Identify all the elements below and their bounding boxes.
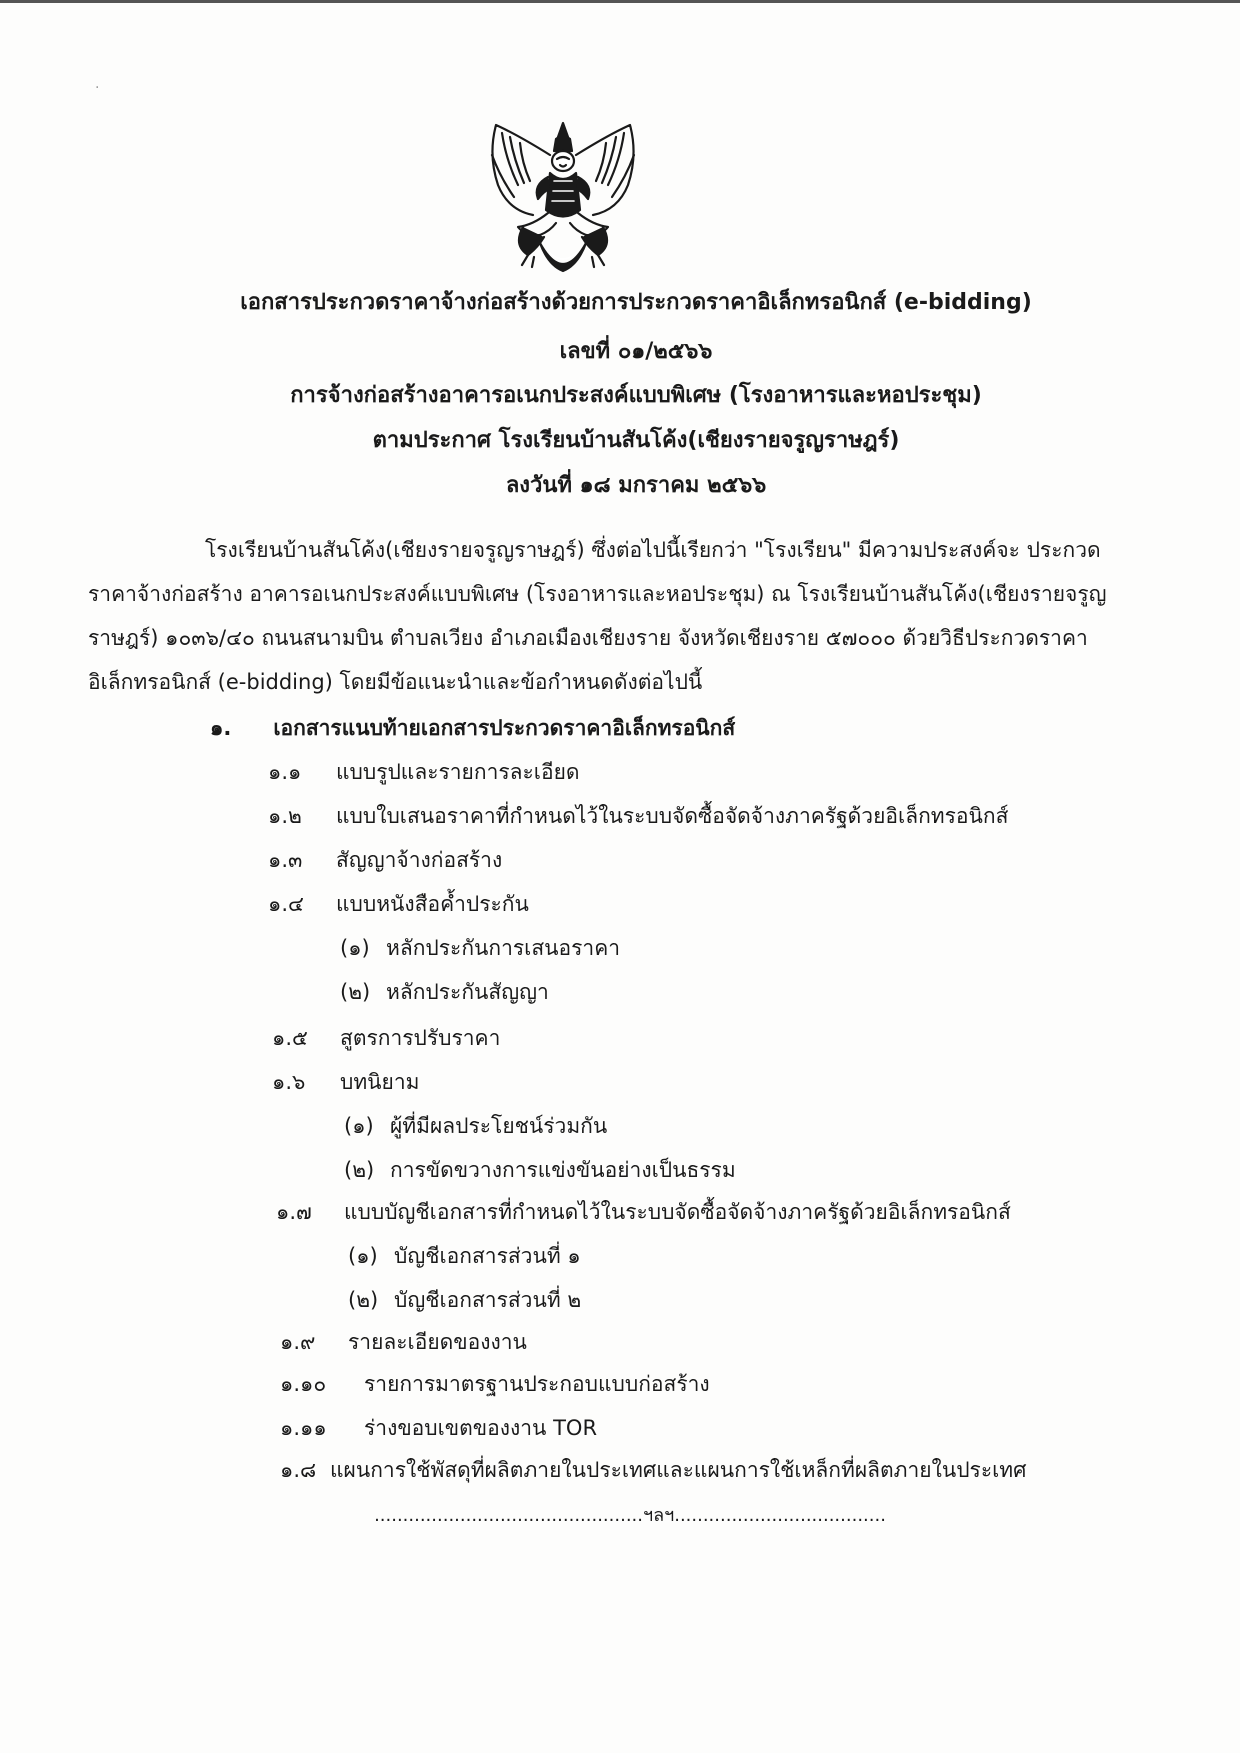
sub-list-item [340, 932, 620, 965]
list-item [280, 1454, 1026, 1487]
item-number: ๑.๑ [268, 760, 302, 784]
list-item [280, 1326, 527, 1359]
item-number: ๑.๑๑ [280, 1416, 327, 1440]
announcement-line: ตามประกาศ โรงเรียนบ้านสันโค้ง(เชียงรายจรูญราษฎร์) [372, 428, 900, 453]
item-number: ๑.๗ [276, 1200, 312, 1224]
item-text: ร่างขอบเขตของงาน TOR [364, 1416, 598, 1440]
item-text: บทนิยาม [340, 1070, 420, 1094]
list-item [272, 1022, 500, 1055]
item-text: บัญชีเอกสารส่วนที่ ๑ [394, 1244, 581, 1268]
document-number: เลขที่ ๐๑/๒๕๖๖ [559, 339, 713, 364]
intro-line: โรงเรียนบ้านสันโค้ง(เชียงรายจรูญราษฎร์) ซึ่งต่อไปนี้เรียกว่า "โรงเรียน" มีความประสงค์จะ ประกวด [205, 538, 1101, 562]
item-text: หลักประกันการเสนอราคา [386, 936, 621, 960]
list-item [280, 1368, 710, 1401]
item-text: สัญญาจ้างก่อสร้าง [336, 848, 503, 872]
item-number: ๑.๒ [268, 804, 302, 828]
item-number: ๑.๔ [268, 892, 304, 916]
item-number: (๒) [340, 980, 371, 1004]
item-number: ๑.๑๐ [280, 1372, 327, 1396]
list-item [268, 756, 580, 789]
garuda-emblem-icon [478, 115, 648, 290]
item-number: ๑.๘ [280, 1458, 317, 1482]
item-number: ๑.๓ [268, 848, 303, 872]
item-number: (๑) [344, 1114, 374, 1138]
sub-list-item [348, 1284, 581, 1317]
sub-list-item [348, 1240, 581, 1273]
intro-line: อิเล็กทรอนิกส์ (e-bidding) โดยมีข้อแนะนำและข้อกำหนดดังต่อไปนี้ [88, 670, 703, 694]
item-number: (๒) [344, 1158, 375, 1182]
item-text: หลักประกันสัญญา [386, 980, 549, 1004]
item-text: รายละเอียดของงาน [348, 1330, 527, 1354]
list-item [268, 888, 529, 921]
sub-list-item [344, 1154, 736, 1187]
item-text: สูตรการปรับราคา [340, 1026, 501, 1050]
intro-line: ราคาจ้างก่อสร้าง อาคารอเนกประสงค์แบบพิเศษ (โรงอาหารและหอประชุม) ณ โรงเรียนบ้านสันโค้ง(เชียงรายจรูญ [88, 582, 1107, 606]
sub-list-item [340, 976, 549, 1009]
item-text: แบบใบเสนอราคาที่กำหนดไว้ในระบบจัดซื้อจัดจ้างภาครัฐด้วยอิเล็กทรอนิกส์ [336, 804, 1009, 828]
item-text: รายการมาตรฐานประกอบแบบก่อสร้าง [364, 1372, 710, 1396]
item-text: แบบหนังสือค้ำประกัน [336, 892, 529, 916]
item-text: ผู้ที่มีผลประโยชน์ร่วมกัน [390, 1114, 608, 1138]
item-number: (๑) [348, 1244, 378, 1268]
item-text: บัญชีเอกสารส่วนที่ ๒ [394, 1288, 582, 1312]
item-number: (๑) [340, 936, 370, 960]
continuation-marker: ...............................................ฯลฯ..................................... [374, 1505, 886, 1526]
list-item [276, 1196, 1011, 1229]
item-number: ๑.๖ [272, 1070, 306, 1094]
section-number: ๑. [210, 716, 232, 740]
item-number: ๑.๙ [280, 1330, 316, 1354]
item-text: แบบบัญชีเอกสารที่กำหนดไว้ในระบบจัดซื้อจัดจ้างภาครัฐด้วยอิเล็กทรอนิกส์ [344, 1200, 1011, 1224]
list-item [272, 1066, 419, 1099]
list-item [268, 844, 502, 877]
document-title: เอกสารประกวดราคาจ้างก่อสร้างด้วยการประกวดราคาอิเล็กทรอนิกส์ (e-bidding) [240, 290, 1032, 315]
item-number: (๒) [348, 1288, 379, 1312]
item-text: แผนการใช้พัสดุที่ผลิตภายในประเทศและแผนการใช้เหล็กที่ผลิตภายในประเทศ [330, 1458, 1027, 1482]
item-text: การขัดขวางการแข่งขันอย่างเป็นธรรม [390, 1158, 736, 1182]
intro-line: ราษฎร์) ๑๐๓๖/๔๐ ถนนสนามบิน ตำบลเวียง อำเภอเมืองเชียงราย จังหวัดเชียงราย ๕๗๐๐๐ ด้วยวิธีประกวดราคา [88, 626, 1088, 650]
scan-speck: · [95, 80, 100, 96]
item-text: แบบรูปและรายการละเอียด [336, 760, 580, 784]
list-item [280, 1412, 597, 1445]
section-1-heading [210, 712, 735, 745]
page-top-edge [0, 0, 1240, 3]
announcement-date: ลงวันที่ ๑๘ มกราคม ๒๕๖๖ [505, 473, 767, 498]
sub-list-item [344, 1110, 607, 1143]
project-title: การจ้างก่อสร้างอาคารอเนกประสงค์แบบพิเศษ (โรงอาหารและหอประชุม) [290, 383, 982, 408]
list-item [268, 800, 1008, 833]
section-title: เอกสารแนบท้ายเอกสารประกวดราคาอิเล็กทรอนิกส์ [273, 716, 736, 740]
item-number: ๑.๕ [272, 1026, 308, 1050]
intro-paragraph [88, 528, 1107, 704]
